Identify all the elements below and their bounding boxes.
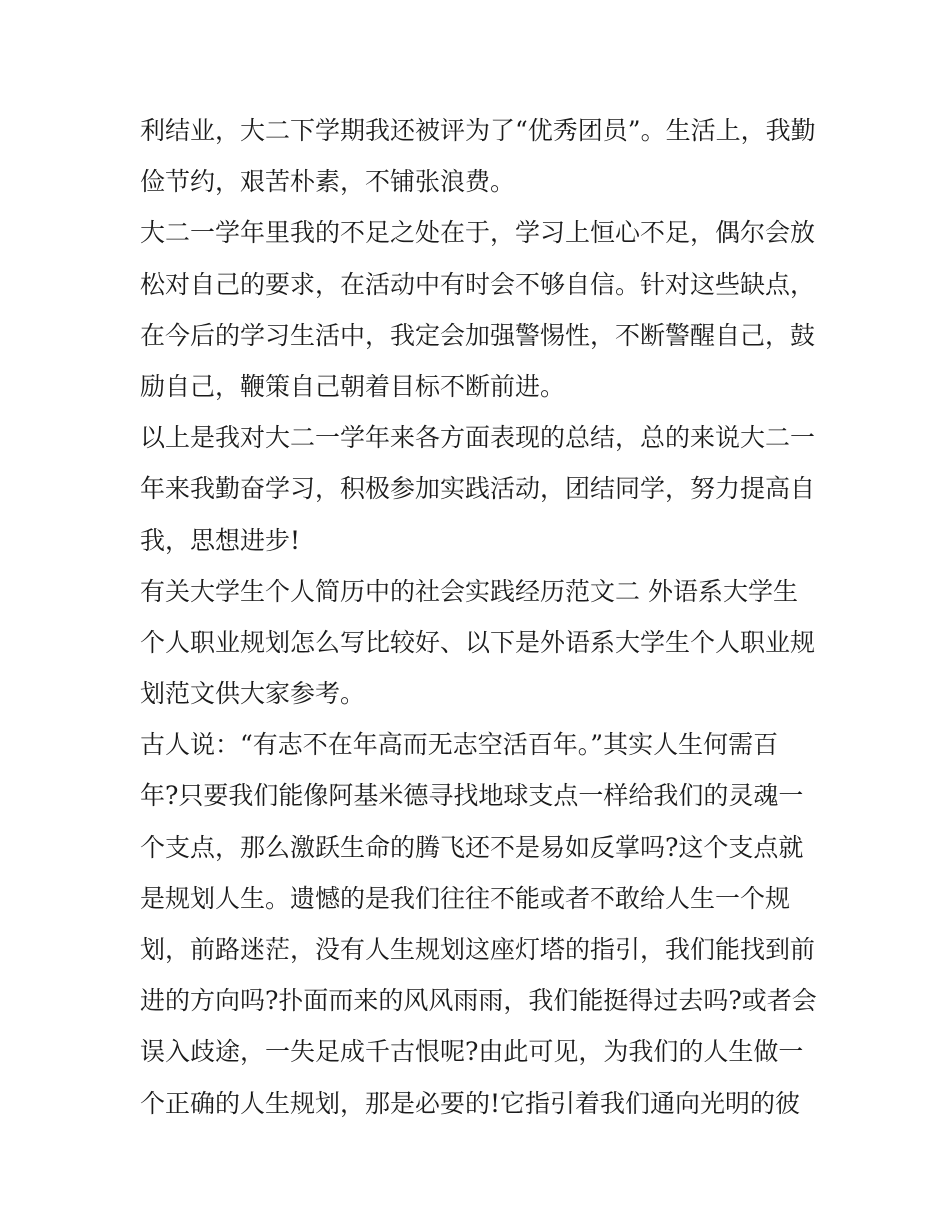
text-line: 误入歧途，一失足成千古恨呢?由此可见，为我们的人生做一	[140, 1037, 804, 1067]
text-line: 我，思想进步!	[140, 525, 301, 555]
text-line: 年来我勤奋学习，积极参加实践活动，团结同学，努力提高自	[140, 474, 816, 504]
text-line: 个人职业规划怎么写比较好、以下是外语系大学生个人职业规	[140, 627, 816, 657]
text-line: 励自己，鞭策自己朝着目标不断前进。	[140, 371, 566, 401]
text-line: 个支点，那么激跃生命的腾飞还不是易如反掌吗?这个支点就	[140, 832, 804, 862]
text-line: 以上是我对大二一学年来各方面表现的总结，总的来说大二一	[140, 423, 816, 453]
text-line: 划，前路迷茫，没有人生规划这座灯塔的指引，我们能找到前	[140, 935, 816, 964]
body-text	[140, 105, 820, 1129]
text-line: 个正确的人生规划，那是必要的!它指引着我们通向光明的彼	[140, 1088, 801, 1118]
text-line: 在今后的学习生活中，我定会加强警惕性，不断警醒自己，鼓	[140, 320, 816, 350]
text-line: 古人说：“有志不在年高而无志空活百年。”其实人生何需百	[140, 730, 779, 760]
text-line: 是规划人生。遗憾的是我们往往不能或者不敢给人生一个规	[140, 883, 791, 913]
text-line: 划范文供大家参考。	[140, 679, 366, 709]
text-line: 利结业，大二下学期我还被评为了“优秀团员”。生活上，我勤	[140, 116, 816, 145]
text-line: 松对自己的要求，在活动中有时会不够自信。针对这些缺点，	[140, 269, 816, 299]
text-line: 俭节约，艰苦朴素，不铺张浪费。	[140, 167, 516, 197]
text-line: 年?只要我们能像阿基米德寻找地球支点一样给我们的灵魂一	[140, 781, 804, 811]
text-line: 有关大学生个人简历中的社会实践经历范文二 外语系大学生	[140, 576, 798, 606]
text-line: 进的方向吗?扑面而来的风风雨雨，我们能挺得过去吗?或者会	[140, 986, 817, 1016]
text-line: 大二一学年里我的不足之处在于，学习上恒心不足，偶尔会放	[140, 218, 816, 248]
